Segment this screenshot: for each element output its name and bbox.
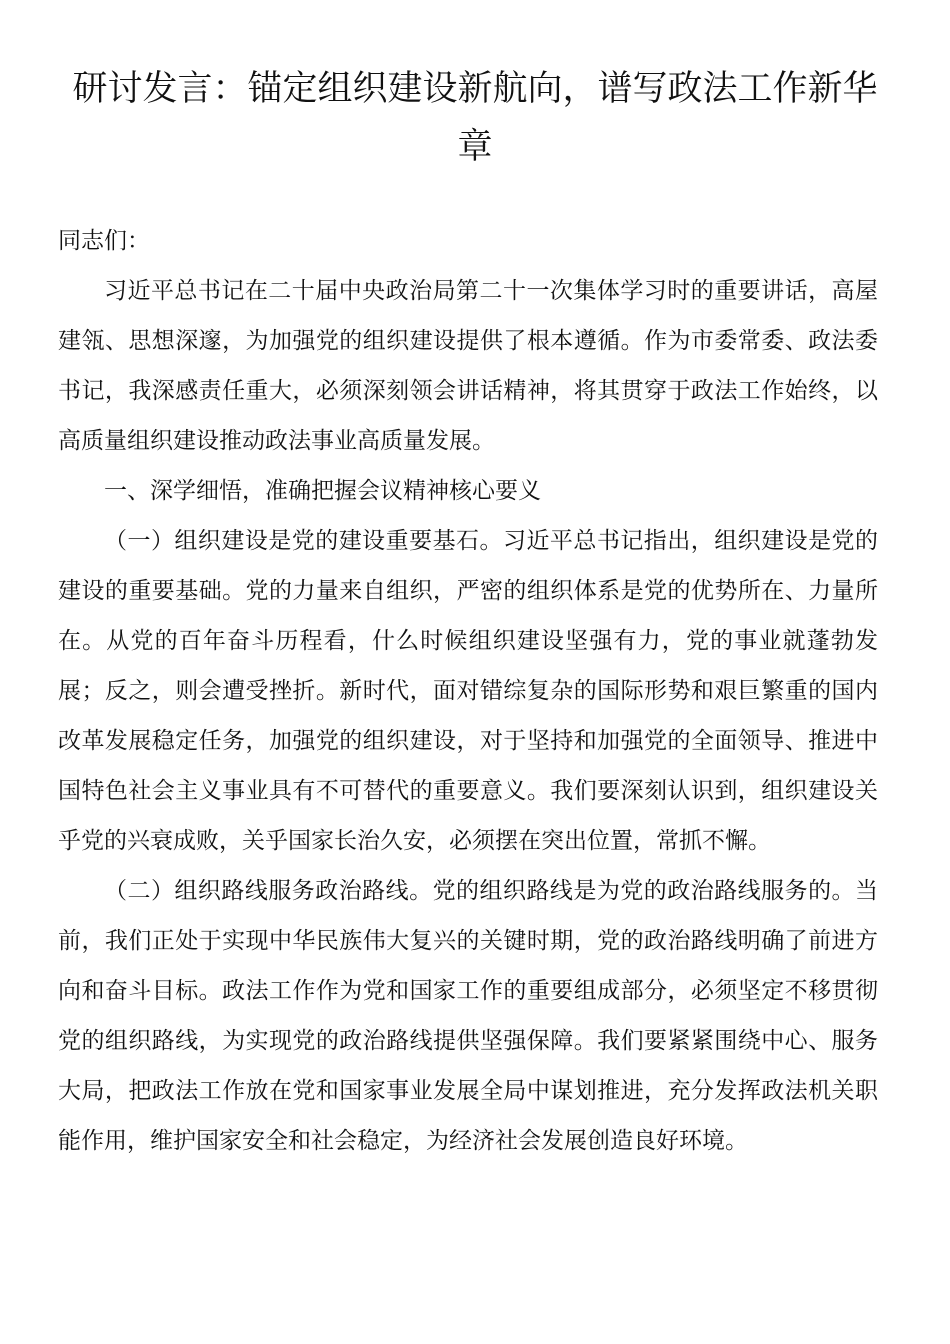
document-body: [58, 216, 878, 1166]
paragraph-subsection-1: （一）组织建设是党的建设重要基石。习近平总书记指出，组织建设是党的建设的重要基础。党的力量来自组织，严密的组织体系是党的优势所在、力量所在。从党的百年奋斗历程看，什么时候组织建设坚强有力，党的事业就蓬勃发展；反之，则会遭受挫折。新时代，面对错综复杂的国际形势和艰巨繁重的国内改革发展稳定任务，加强党的组织建设，对于坚持和加强党的全面领导、推进中国特色社会主义事业具有不可替代的重要意义。我们要深刻认识到，组织建设关乎党的兴衰成败，关乎国家长治久安，必须摆在突出位置，常抓不懈。: [58, 528, 878, 854]
document-title: 研讨发言：锚定组织建设新航向，谱写政法工作新华章: [72, 69, 878, 167]
paragraph-intro: 习近平总书记在二十届中央政治局第二十一次集体学习时的重要讲话，高屋建瓴、思想深邃，为加强党的组织建设提供了根本遵循。作为市委常委、政法委书记，我深感责任重大，必须深刻领会讲话精神，将其贯穿于政法工作始终，以高质量组织建设推动政法事业高质量发展。: [58, 278, 878, 454]
section-heading-1: 一、深学细悟，准确把握会议精神核心要义: [104, 478, 541, 504]
paragraph-subsection-2: （二）组织路线服务政治路线。党的组织路线是为党的政治路线服务的。当前，我们正处于实现中华民族伟大复兴的关键时期，党的政治路线明确了前进方向和奋斗目标。政法工作作为党和国家工作的重要组成部分，必须坚定不移贯彻党的组织路线，为实现党的政治路线提供坚强保障。我们要紧紧围绕中心、服务大局，把政法工作放在党和国家事业发展全局中谋划推进，充分发挥政法机关职能作用，维护国家安全和社会稳定，为经济社会发展创造良好环境。: [58, 878, 878, 1154]
salutation: 同志们：: [58, 228, 150, 254]
